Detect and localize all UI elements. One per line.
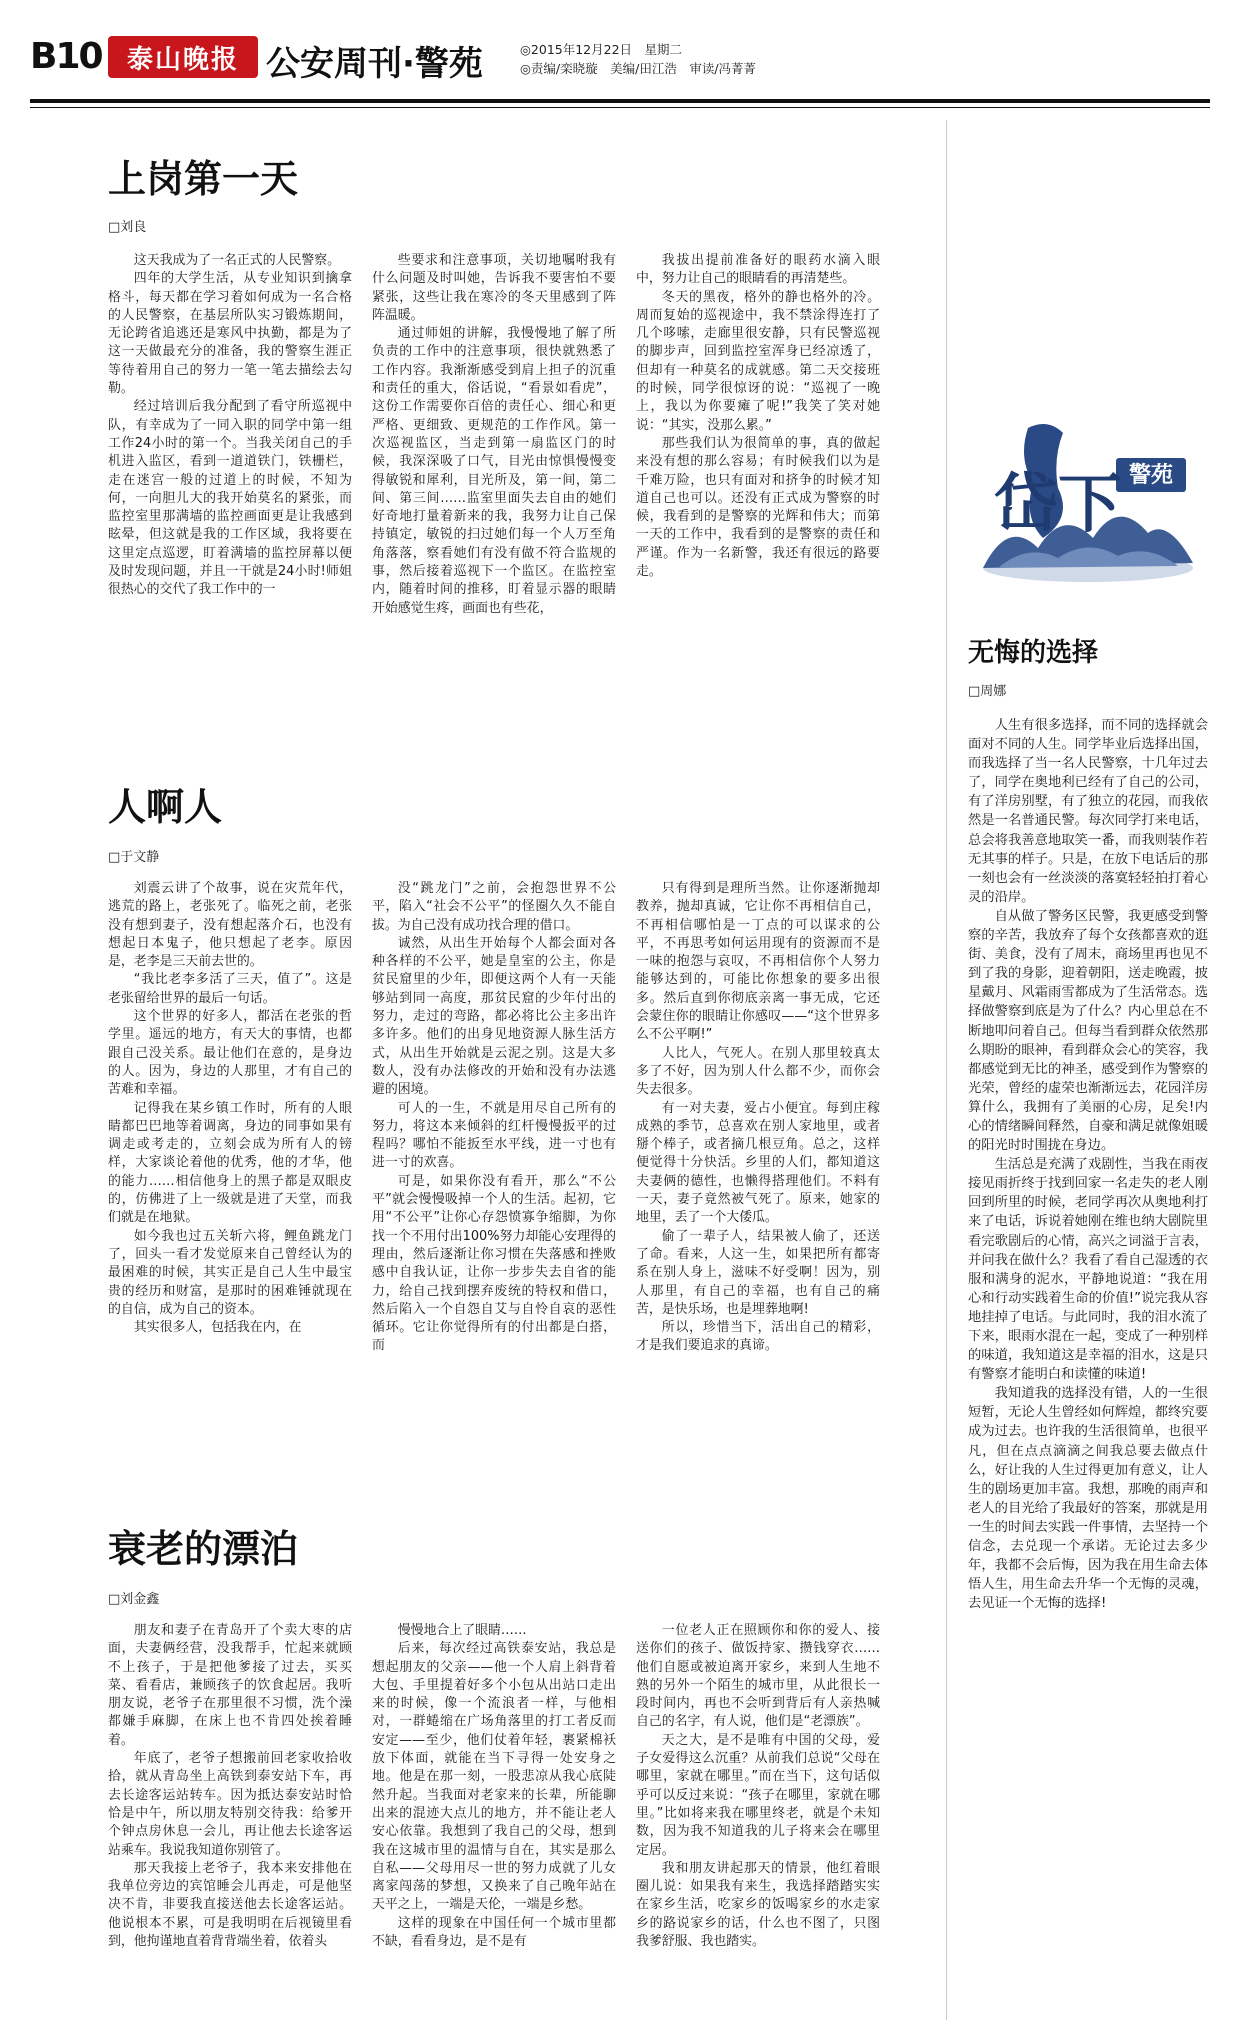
section-title: 公安周刊·警苑 xyxy=(266,44,483,84)
paragraph: 所以，珍惜当下，活出自己的精彩，才是我们要追求的真谛。 xyxy=(636,1320,880,1354)
paragraph: 年底了，老爷子想搬前回老家收拾收拾，就从青岛坐上高铁到泰安站下车，再去长途客运站转车。因为抵达泰安站时恰恰是中午，所以朋友特别交待我：给爹开个钟点房休息一会儿，再让他去长途客运站乘车。我说我知道你别管了。 xyxy=(108,1751,352,1858)
paragraph: 天之大，是不是唯有中国的父母，爱子女爱得这么沉重？从前我们总说“父母在哪里，家就在哪里。”而在当下，这句话似乎可以反过来说：“孩子在哪里，家就在哪里。”比如将来我在哪里终老，就是个未知数，因为我不知道我的儿子将来会在哪里定居。 xyxy=(636,1732,880,1858)
newspaper-logo xyxy=(108,36,258,78)
article-byline: □周娜 xyxy=(968,684,1007,699)
date-line: ◎2015年12月22日 星期二 xyxy=(520,42,683,57)
paragraph: 通过师姐的讲解，我慢慢地了解了所负责的工作中的注意事项，很快就熟悉了工作内容。我渐渐感受到肩上担子的沉重和责任的重大，俗话说，“看景如看虎”，这份工作需要你百倍的责任心、细心和更严格、更细致、更规范的工作作风。第一次巡视监区，当走到第一扇监区门的时候，我深深吸了口气，目光由惊惧慢慢变得敏锐和犀利，目光所及，第一间，第二间、第三间……监室里面失去自由的她们好奇地打量着新来的我，我努力让自己保持镇定，敏锐的扫过她们每一个人万至角角落落，察看她们有没有做不符合监规的事，然后接着巡视下一个监区。在监控室内，随着时间的推移，盯着显示器的眼睛开始感觉生疼，画面也有些花， xyxy=(372,326,616,616)
paragraph: 有一对夫妻，爱占小便宜。每到庄稼成熟的季节，总喜欢在别人家地里，或者掰个棒子，或者摘几根豆角。总之，这样便觉得十分快活。乡里的人们，都知道这夫妻俩的德性，也懒得搭理他们。不料有一天，妻子竟然被气死了。原来，她家的地里，丢了一个大倭瓜。 xyxy=(636,1100,880,1226)
paragraph: 生活总是充满了戏剧性，当我在雨夜接见雨折终于找到回家一名走失的老人刚回到所里的时候，老同学再次从奥地利打来了电话，诉说着她刚在维也纳大剧院里看完歌剧后的心情，高兴之词溢于言表，并问我在做什么？我看了看自己湿透的衣服和满身的泥水，平静地说道：“我在用心和行动实践着生命的价值!”说完我从容地挂掉了电话。与此同时，我的泪水流了下来，眼雨水混在一起，变成了一种别样的味道，我知道这是幸福的泪水，这是只有警察才能明白和读懂的味道! xyxy=(968,1157,1208,1383)
paragraph: 自从做了警务区民警，我更感受到警察的辛苦，我放弃了每个女孩都喜欢的逛街、美食，没有了周末，商场里再也见不到了我的身影，迎着朝阳，送走晚霞，披星戴月、风霜雨雪都成为了生活常态。选择做警察到底是为了什么？内心里总在不断地叩问着自己。但每当看到群众依然那么期盼的眼神，看到群众会心的笑容，我都感觉到无比的神圣，感受到作为警察的光荣，曾经的虚荣也渐渐远去，花园洋房算什么，我拥有了美丽的心房，足矣!内心的情绪瞬间释然，自豪和满足就像姐暖的阳光时时围拢在身边。 xyxy=(968,908,1208,1154)
paragraph: 可是，如果你没有看开，那么“不公平”就会慢慢吸掉一个人的生活。起初，它用“不公平”让你心存怨愤寡争缩脚，为你找一个不用付出100%努力却能心安理得的理由，然后逐渐让你习惯在失落感和挫败感中自我认证，让你一步步失去自省的能力，给自己找到摆弃废统的特权和借口，然后陷入一个自怨自艾与自怜自哀的恶性循环。它让你觉得所有的付出都是白搭，而 xyxy=(372,1173,616,1354)
paragraph: 人比人，气死人。在别人那里较真太多了不好，因为别人什么都不少，而你会失去很多。 xyxy=(636,1045,880,1098)
article-title: 无悔的选择 xyxy=(968,638,1099,668)
paragraph: 一位老人正在照顾你和你的爱人、接送你们的孩子、做饭持家、攒钱穿衣……他们自愿或被迫离开家乡，来到人生地不熟的另外一个陌生的城市里，从此很长一段时间内，再也不会听到背后有人亲热喊自己的名字，有人说，他们是“老漂族”。 xyxy=(636,1623,880,1730)
editor-line: ◎责编/栾晓璇 美编/田江浩 审读/冯菁菁 xyxy=(520,61,757,76)
header-rule-thin xyxy=(30,107,1210,108)
paragraph: 这天我成为了一名正式的人民警察。 xyxy=(133,253,341,268)
paragraph: 如今我也过五关斩六将，鲤鱼跳龙门了，回头一看才发觉原来自己曾经认为的最困难的时候，其实正是自己人生中最宝贵的经历和财富，是那时的困难锤就现在的自信，成为自己的资本。 xyxy=(108,1228,352,1317)
paragraph: 没“跳龙门”之前，会抱怨世界不公平，陷入“社会不公平”的怪圈久久不能自拔。为自己没有成功找合理的借口。 xyxy=(372,881,616,933)
paragraph: 其实很多人，包括我在内，在 xyxy=(133,1320,302,1336)
article-title: 衰老的漂泊 xyxy=(108,1527,299,1571)
paragraph: 这样的现象在中国任何一个城市里都不缺，看看身边，是不是有 xyxy=(372,1915,616,1950)
paragraph: 四年的大学生活，从专业知识到擒拿格斗，每天都在学习着如何成为一名合格的人民警察，在基层所队实习锻炼期间，无论跨省追逃还是寒风中执勤，都是为了这一天做最充分的准备，我的警察生涯正等待着用自己的努力一笔一笔去描绘去勾勒。 xyxy=(108,271,352,397)
paragraph: 刘震云讲了个故事，说在灾荒年代，逃荒的路上，老张死了。临死之前，老张没有想到妻子，没有想起落介石，也没有想起日本鬼子，他只想起了老李。原因是，老李是三天前去世的。 xyxy=(108,881,352,970)
column-separator xyxy=(946,120,947,2020)
article-column xyxy=(108,880,352,1436)
paragraph: 冬天的黑夜，格外的静也格外的冷。周而复始的巡视途中，我不禁涂得连打了几个哆嗦，走廊里很安静，只有民警巡视的脚步声，回到监控室浑身已经凉透了，但却有一种莫名的成就感。第二天交接班的时候，同学很惊讶的说：“巡视了一晚上，我以为你要瘫了呢!”我笑了笑对她说：“其实，没那么累。” xyxy=(636,289,880,433)
paragraph: 朋友和妻子在青岛开了个卖大枣的店面，夫妻俩经营，没我帮手，忙起来就顾不上孩子，于是把他爹接了过去，买买菜、看看店，兼顾孩子的饮食起居。我听朋友说，老爷子在那里很不习惯，洗个澡都嫌手麻脚，在床上也不肯四处挨着睡着。 xyxy=(108,1623,352,1748)
page-number: B10 xyxy=(30,36,102,77)
article-byline: □刘良 xyxy=(108,220,147,235)
paragraph: 偷了一辈子人，结果被人偷了，还送了命。看来，人这一生，如果把所有都寄系在别人身上，滋味不好受啊！因为，别人那里，有自己的幸福，也有自己的痛苦，是快乐场，也是埋葬地啊! xyxy=(636,1228,880,1317)
paragraph: 我拔出提前准备好的眼药水滴入眼中，努力让自己的眼睛看的再清楚些。 xyxy=(636,253,880,287)
paragraph: 这个世界的好多人，都活在老张的哲学里。遥远的地方，有天大的事情，也都跟自己没关系。最让他们在意的，是身边的人。因为，身边的人那里，才有自己的苦难和幸福。 xyxy=(108,1009,352,1098)
paragraph: 经过培训后我分配到了看守所巡视中队，有幸成为了一同入职的同学中第一组工作24小时的第一个。当我关闭自己的手机进入监区，看到一道道铁门，铁栅栏，走在迷宫一般的过道上的时候，不知为何，一向胆儿大的我开始莫名的紧张，而监控室里那满墙的监控画面更是让我感到眩晕，但这就是我的工作区域，我将要在这里定点巡逻，盯着满墙的监控屏幕以便及时发现问题，并且一干就是24小时!师姐很热心的交代了我工作中的一 xyxy=(108,399,352,598)
paragraph: 我知道我的选择没有错，人的一生很短暂，无论人生曾经如何辉煌，都终究要成为过去。也许我的生活很简单，也很平凡，但在点点滴滴之间我总要去做点什么，好让我的人生过得更加有意义，让人生的剧场更加丰富。我想，那晚的雨声和老人的目光给了我最好的答案，那就是用一生的时间去实践一件事情，去坚持一个信念，去兑现一个承诺。无论过去多少年，我都不会后悔，因为我在用生命去体悟人生，用生命去升华一个无悔的灵魂，去见证一个无悔的选择! xyxy=(968,1386,1208,1612)
paragraph: “我比老李多活了三天，值了”。这是老张留给世界的最后一句话。 xyxy=(108,972,352,1006)
article-column xyxy=(372,252,616,704)
section-emblem xyxy=(968,398,1198,598)
paragraph: 些要求和注意事项，关切地嘱咐我有什么问题及时叫她，告诉我不要害怕不要紧张，这些让我在寒冷的冬天里感到了阵阵温暖。 xyxy=(372,253,616,323)
paper-name: 泰山晚报 xyxy=(126,44,239,75)
article-column xyxy=(108,252,352,704)
article-column xyxy=(636,252,880,704)
article-column xyxy=(968,716,1208,2016)
header-rule-thick xyxy=(30,99,1210,103)
article-byline: □于文静 xyxy=(108,850,160,865)
paragraph: 可人的一生，不就是用尽自己所有的努力，将这本来倾斜的红杆慢慢扳平的过程吗？哪怕不能扳至水平线，进一寸也有进一寸的欢喜。 xyxy=(372,1100,616,1171)
article-column xyxy=(636,1622,880,2022)
article-column xyxy=(372,880,616,1436)
article-title: 上岗第一天 xyxy=(108,157,299,201)
paragraph: 那些我们认为很简单的事，真的做起来没有想的那么容易；有时候我们以为是千难万险，也只有面对和挤争的时候才知道自己也可以。还没有正式成为警察的时候，我看到的是警察的光辉和伟大；而第一天的工作中，我看到的是警察的责任和严谨。作为一名新警，我还有很远的路要走。 xyxy=(636,435,880,580)
paragraph: 诚然，从出生开始每个人都会面对各种各样的不公平，她是皇室的公主，你是贫民窟里的少年，即便这两个人有一天能够站到同一高度，那贫民窟的少年付出的努力，走过的弯路，都必将比公主多出许多许多。他们的出身见地资源人脉生活方式，从出生开始就是云泥之别。这是大多数人，没有办法修改的开始和没有办法逃避的困境。 xyxy=(372,935,616,1098)
paragraph: 人生有很多选择，而不同的选择就会面对不同的人生。同学毕业后选择出国，而我选择了当一名人民警察，十几年过去了，同学在奥地利已经有了自己的公司，有了洋房别墅，有了独立的花园，而我依然是一名普通民警。每次同学打来电话，总会将我善意地取笑一番，而我则装作若无其事的样子。只是，在放下电话后的那一刻也会有一丝淡淡的落寞轻轻拍打着心灵的沿岸。 xyxy=(968,718,1208,905)
paragraph: 后来，每次经过高铁泰安站，我总是想起朋友的父亲——他一个人肩上斜背着大包、手里提着好多个小包从出站口走出来的时候，像一个流浪者一样，与他相对，一群蜷缩在广场角落里的打工者反而安定——至少，他们仗着年轻，裹紧棉袄放下体面，就能在当下寻得一处安身之地。他是在那一刻，一股悲凉从我心底陡然升起。当我面对老家来的长辈，所能聊出来的混迹大点儿的地方，并不能让老人安心依靠。我想到了我自己的父母，想到我在这城市里的温情与自在，其实是那么自私——父母用尽一世的努力成就了儿女离家闯荡的梦想，又换来了自己晚年站在天平之上，一端是天伦，一端是乡愁。 xyxy=(372,1641,616,1913)
article-column xyxy=(108,1622,352,2022)
emblem-small-text: 警苑 xyxy=(1128,463,1174,488)
issue-meta xyxy=(520,40,756,78)
paragraph: 那天我接上老爷子，我本来安排他在我单位旁边的宾馆睡会儿再走，可是他坚决不肯，非要我直接送他去长途客运站。他说根本不累，可是我明明在后视镜里看到，他拘谨地直着背背端坐着，依着头 xyxy=(108,1860,352,1950)
paragraph: 只有得到是理所当然。让你逐渐抛却教养，抛却真诚，它让你不再相信自己，不再相信哪怕是一丁点的可以谋求的公平，不再思考如何运用现有的资源而不是一味的抱怨与哀叹，不再相信你个人努力能够达到的，可能比你想象的要多出很多。然后直到你彻底亲离一事无成，它还会蒙住你的眼睛让你感叹——“这个世界多么不公平啊!” xyxy=(636,881,880,1043)
emblem-big-text: 岱下 xyxy=(994,467,1122,542)
article-column xyxy=(372,1622,616,2022)
paragraph: 我和朋友讲起那天的情景，他红着眼圈儿说：如果我有来生，我选择踏踏实实在家乡生活，吃家乡的饭喝家乡的水走家乡的路说家乡的话，什么也不图了，只图我爹舒服、我也踏实。 xyxy=(636,1860,880,1950)
paragraph: 慢慢地合上了眼睛…… xyxy=(397,1623,527,1638)
article-title: 人啊人 xyxy=(108,785,223,829)
paragraph: 记得我在某乡镇工作时，所有的人眼睛都巴巴地等着调离，身边的同事如果有调走或考走的，立刻会成为所有人的镑样，大家谈论着他的优秀，他的才华，他的能力……相信他身上的黑子都是双眼皮的，仿佛进了上一级就是进了天堂，而我们就是在地狱。 xyxy=(108,1100,352,1226)
article-byline: □刘金鑫 xyxy=(108,1592,160,1607)
article-column xyxy=(636,880,880,1436)
